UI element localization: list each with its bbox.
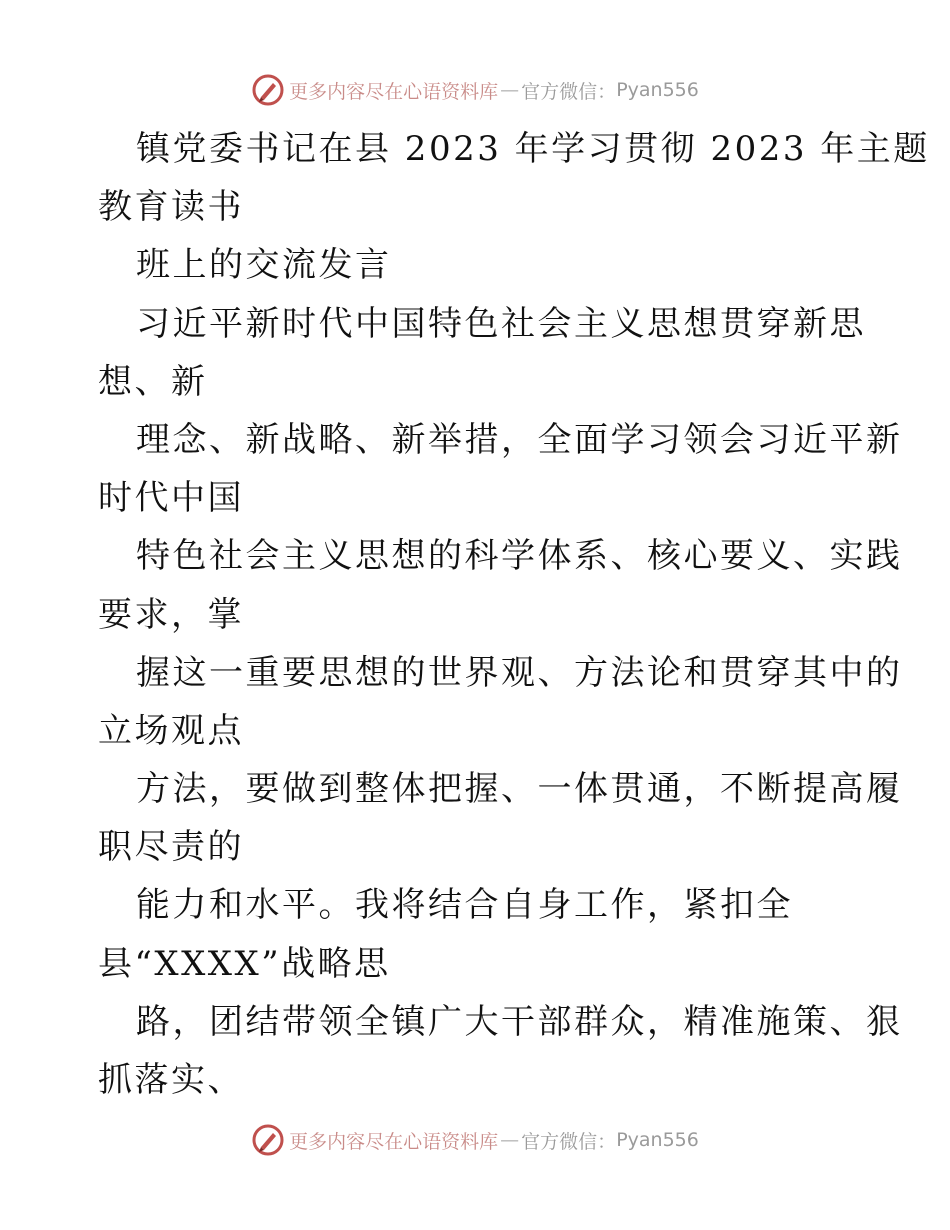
text-line: 职尽责的	[98, 827, 244, 868]
document-body	[98, 120, 930, 1109]
title-line-2: 教育读书	[98, 187, 244, 228]
text-line: 立场观点	[98, 710, 244, 751]
watermark-text: 更多内容尽在心语资料库	[289, 1130, 499, 1153]
text-line: 路，团结带领全镇广大干部群众，精准施策、狠	[136, 1001, 903, 1042]
watermark-separator: —	[500, 79, 520, 101]
watermark-wechat-label: 官方微信：	[521, 1130, 617, 1153]
footer-watermark	[0, 1120, 950, 1160]
text-line: 理念、新战略、新举措，全面学习领会习近平新	[136, 419, 903, 460]
title-line-3: 班上的交流发言	[136, 245, 392, 286]
title-line-1: 镇党委书记在县 2023 年学习贯彻 2023 年主题	[136, 129, 930, 169]
watermark-wechat-label: 官方微信：	[521, 80, 617, 103]
pen-logo-icon	[251, 73, 285, 107]
text-line: 抓落实、	[98, 1060, 244, 1100]
text-line: 要求，掌	[98, 594, 244, 635]
text-line: 能力和水平。我将结合自身工作，紧扣全	[136, 885, 793, 926]
watermark-separator: —	[500, 1129, 520, 1151]
watermark-wechat-id: Pyan556	[616, 1129, 699, 1151]
text-line: 县“XXXX”战略思	[98, 943, 391, 984]
pen-logo-icon	[251, 1123, 285, 1157]
text-line: 时代中国	[98, 478, 244, 519]
watermark-text: 更多内容尽在心语资料库	[289, 80, 499, 103]
watermark-wechat-id: Pyan556	[616, 79, 699, 101]
text-line: 习近平新时代中国特色社会主义思想贯穿新思	[136, 303, 866, 344]
text-line: 特色社会主义思想的科学体系、核心要义、实践	[136, 536, 903, 577]
header-watermark	[0, 70, 950, 110]
text-line: 方法，要做到整体把握、一体贯通，不断提高履	[136, 769, 903, 810]
text-line: 握这一重要思想的世界观、方法论和贯穿其中的	[136, 652, 903, 693]
text-line: 想、新	[98, 361, 208, 402]
